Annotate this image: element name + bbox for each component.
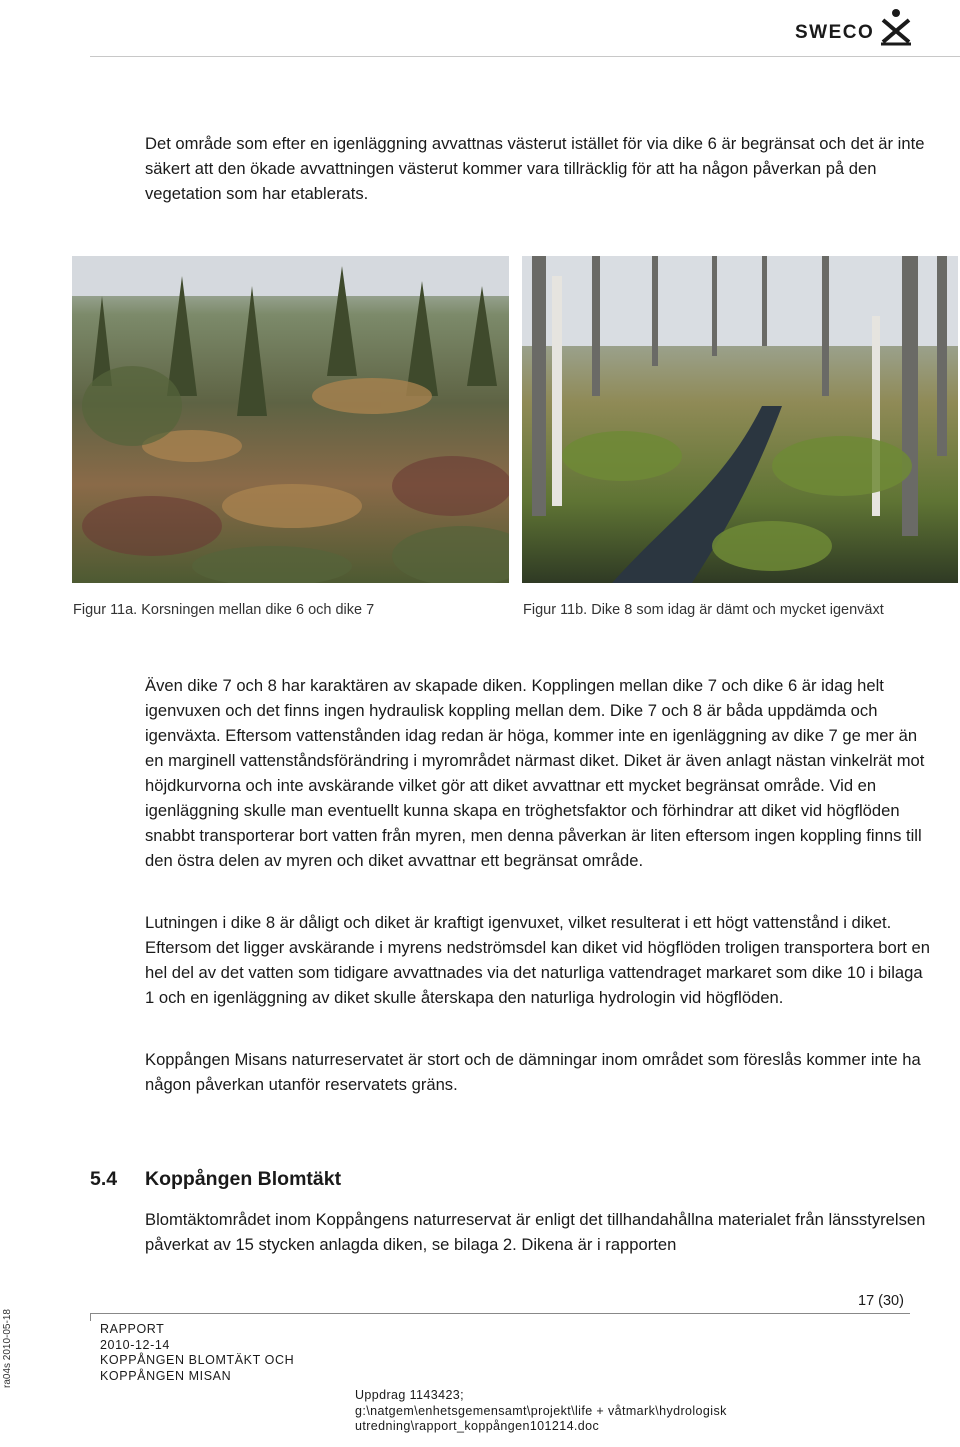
footer-date: 2010-12-14: [100, 1337, 170, 1352]
section-heading: [90, 1168, 341, 1191]
footer-path-line1: g:\natgem\enhetsgemensamt\projekt\life + våtmark\hydrologisk: [355, 1403, 727, 1418]
paragraph-dike-7-8: Även dike 7 och 8 har karaktären av skapade diken. Kopplingen mellan dike 7 och dike 6 är idag helt igenvuxen och det finns ingen hydraulisk koppling mellan dem. Dike 7 och 8 är båda uppdämda och igenväxta. Eftersom vattenstånden idag redan är höga, kommer inte en igenläggning av dike 7 ge mer än en marginell vattenståndsförändring i myrområdet närmast diket. Diket är även anlagt nästan vinkelrät mot höjdkurvorna och inte avskärande vilket gör att diket avvattnar ett mycket begränsat område. Vid en igenläggning skulle man eventuellt kunna skapa en tröghetsfaktor och förhindrar att diket vid högflöden snabbt transporterar bort vatten från myren, men denna påverkan är liten eftersom ingen koppling finns till den östra delen av myren och diket avvattnar ett begränsat område.: [145, 676, 925, 870]
footer-uppdrag: Uppdrag 1143423;: [355, 1388, 465, 1402]
section-title: Koppången Blomtäkt: [145, 1168, 342, 1190]
paragraph-reserve: Koppången Misans naturreservatet är stort och de dämningar inom området som föreslås kommer inte ha någon påverkan utanför reservatets gräns.: [145, 1050, 921, 1094]
photo-figure-11a: [72, 256, 509, 583]
page-number: 17 (30): [858, 1293, 904, 1309]
footer-rule: [90, 1313, 910, 1314]
section-number: 5.4: [90, 1168, 118, 1190]
caption-figure-11a: Figur 11a. Korsningen mellan dike 6 och dike 7: [73, 602, 375, 618]
sweco-mark-icon: [879, 8, 913, 46]
footer-title-line1: KOPPÅNGEN BLOMTÄKT OCH: [100, 1353, 295, 1367]
sweco-logo: [795, 8, 915, 48]
side-template-code: ra04s 2010-05-18: [2, 1309, 13, 1388]
photo-figure-11b: [522, 256, 958, 583]
paragraph-dike-8-slope: Lutningen i dike 8 är dåligt och diket är kraftigt igenvuxet, vilket resulterat i ett högt vattenstånd i diket. Eftersom det ligger avskärande i myrens nedströmsdel kan diket vid högflöden troligen transportera bort en hel del av det vatten som tidigare avvattnades via det naturliga vattendraget markaret som dike 10 i bilaga 1 och en igenläggning av diket skulle återskapa den naturliga hydrologin vid högflöden.: [145, 913, 930, 1007]
footer-doc-type: RAPPORT: [100, 1322, 165, 1336]
caption-figure-11b: Figur 11b. Dike 8 som idag är dämt och mycket igenväxt: [523, 602, 884, 618]
paragraph-intro: Det område som efter en igenläggning avvattnas västerut istället för via dike 6 är begränsat och det är inte säkert att den ökade avvattningen västerut kommer vara tillräcklig för att ha någon påverkan på den vegetation som har etablerats.: [145, 134, 925, 203]
logo-text: SWECO: [795, 22, 875, 43]
footer-title-line2: KOPPÅNGEN MISAN: [100, 1368, 232, 1383]
footer-path-line2: utredning\rapport_koppången101214.doc: [355, 1419, 600, 1433]
footer-file-info: [355, 1388, 727, 1435]
footer-document-info: [100, 1322, 294, 1384]
header-rule: [90, 56, 960, 57]
paragraph-blomtakt: Blomtäktområdet inom Koppångens naturreservat är enligt det tillhandahållna materialet från länsstyrelsen påverkat av 15 stycken anlagda diken, se bilaga 2. Dikena är i rapporten: [145, 1210, 926, 1254]
